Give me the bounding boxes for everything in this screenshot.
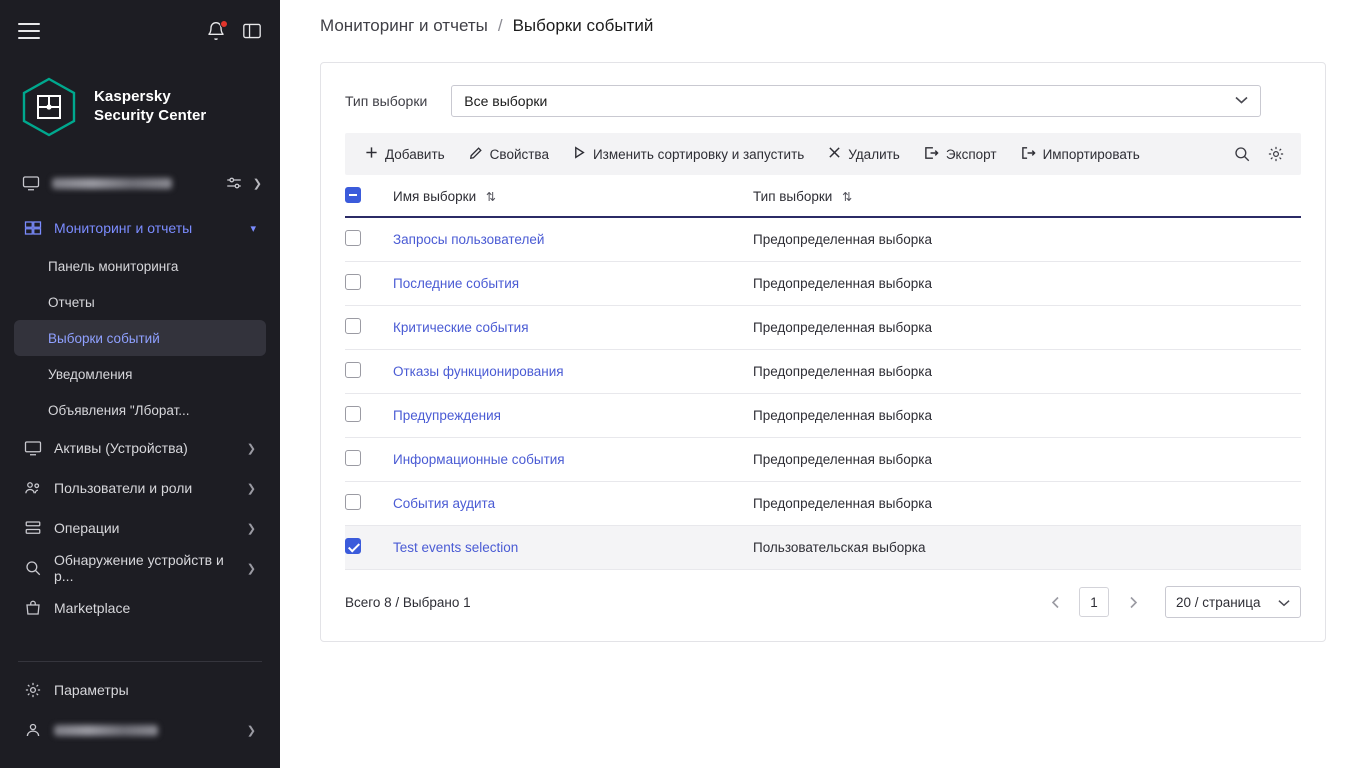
table-head	[345, 175, 1301, 217]
brand	[0, 62, 280, 160]
gear-icon	[24, 681, 42, 699]
export-button-label: Экспорт	[945, 146, 997, 162]
filter-row	[321, 63, 1325, 133]
selection-link[interactable]: Критические события	[393, 320, 529, 335]
selections-table	[345, 175, 1301, 570]
pencil-icon	[469, 146, 483, 163]
sidebar-bottom	[0, 649, 280, 768]
chevron-right-icon[interactable]	[1119, 588, 1147, 616]
select-all-checkbox[interactable]	[345, 187, 361, 203]
selection-type-value: Все выборки	[464, 93, 548, 109]
export-icon	[924, 146, 939, 163]
export-button[interactable]	[914, 139, 1007, 169]
users-icon	[24, 479, 42, 497]
account-name-masked	[52, 178, 172, 189]
table-row[interactable]	[345, 482, 1301, 526]
row-type-cell: Предопределенная выборка	[753, 438, 1301, 482]
sidebar-subitem-label: Объявления "Лборат...	[48, 402, 190, 418]
row-type-cell: Пользовательская выборка	[753, 526, 1301, 570]
row-name-cell	[393, 262, 753, 306]
change-sort-and-run-label: Изменить сортировку и запустить	[592, 146, 805, 162]
row-checkbox[interactable]	[345, 230, 361, 246]
chevron-down-icon	[1235, 95, 1248, 107]
row-type-cell: Предопределенная выборка	[753, 262, 1301, 306]
table-row[interactable]	[345, 306, 1301, 350]
chevron-right-icon[interactable]: ❯	[246, 562, 256, 575]
notification-badge	[220, 20, 228, 28]
chevron-right-icon[interactable]: ❯	[246, 442, 256, 455]
main-content	[280, 0, 1366, 768]
table-row[interactable]	[345, 217, 1301, 262]
row-name-cell	[393, 394, 753, 438]
device-icon	[24, 439, 42, 457]
table-row[interactable]	[345, 438, 1301, 482]
add-button-label: Добавить	[385, 146, 445, 162]
column-header-type-label: Тип выборки	[753, 189, 833, 204]
sidebar-item-label: Мониторинг и отчеты	[54, 220, 193, 236]
chevron-right-icon[interactable]: ❯	[246, 522, 256, 535]
sidebar-subitem-announcements[interactable]	[14, 392, 266, 428]
server-icon	[22, 174, 40, 192]
row-name-cell	[393, 306, 753, 350]
sidebar-item-label: Активы (Устройства)	[54, 440, 188, 456]
selection-link[interactable]: События аудита	[393, 496, 496, 511]
import-button-label: Импортировать	[1042, 146, 1140, 162]
breadcrumb-separator: /	[497, 16, 503, 35]
row-checkbox[interactable]	[345, 450, 361, 466]
row-checkbox-cell	[345, 217, 393, 262]
change-sort-and-run-button[interactable]	[563, 139, 814, 169]
breadcrumb-parent[interactable]: Мониторинг и отчеты	[320, 16, 488, 35]
selection-link[interactable]: Отказы функционирования	[393, 364, 564, 379]
sidebar-nav	[0, 208, 280, 628]
panel-layout-icon[interactable]	[242, 22, 262, 40]
table-row[interactable]	[345, 350, 1301, 394]
sidebar-item-label: Параметры	[54, 682, 129, 698]
chevron-down-icon[interactable]: ▾	[250, 222, 256, 235]
row-type-cell: Предопределенная выборка	[753, 482, 1301, 526]
close-icon	[828, 146, 841, 162]
breadcrumb	[280, 0, 1366, 50]
import-icon	[1021, 146, 1036, 163]
toolbar	[345, 133, 1301, 175]
row-checkbox-cell	[345, 526, 393, 570]
sidebar-topbar	[0, 0, 280, 62]
properties-button-label: Свойства	[489, 146, 549, 162]
table-header-row	[345, 175, 1301, 217]
row-checkbox-cell	[345, 438, 393, 482]
row-name-cell	[393, 482, 753, 526]
table-row[interactable]	[345, 526, 1301, 570]
row-checkbox-cell	[345, 262, 393, 306]
table-row[interactable]	[345, 262, 1301, 306]
user-icon	[24, 721, 42, 739]
sliders-icon[interactable]	[225, 174, 243, 192]
selection-link[interactable]: Предупреждения	[393, 408, 501, 423]
sidebar-item-label: Операции	[54, 520, 120, 536]
sidebar-subitem-reports[interactable]	[14, 284, 266, 320]
selection-link[interactable]: Test events selection	[393, 540, 519, 555]
sidebar-item-users-roles[interactable]	[14, 468, 266, 508]
table-wrapper	[321, 175, 1325, 570]
chevron-right-icon[interactable]: ❯	[252, 177, 262, 190]
select-all-cell	[345, 175, 393, 217]
chevron-right-icon[interactable]: ❯	[246, 482, 256, 495]
monitoring-icon	[24, 219, 42, 237]
row-name-cell	[393, 350, 753, 394]
table-body	[345, 217, 1301, 570]
sort-updown-icon[interactable]: ⇅	[842, 190, 853, 204]
row-type-cell: Предопределенная выборка	[753, 394, 1301, 438]
selection-type-select[interactable]	[451, 85, 1261, 117]
page-number-1[interactable]: 1	[1079, 587, 1109, 617]
brand-line-1: Kaspersky	[94, 88, 171, 106]
chevron-left-icon[interactable]	[1041, 588, 1069, 616]
sidebar-item-marketplace[interactable]	[14, 588, 266, 628]
row-checkbox-cell	[345, 350, 393, 394]
row-checkbox[interactable]	[345, 274, 361, 290]
pagination	[1041, 586, 1301, 618]
sidebar-divider	[18, 661, 262, 662]
bell-icon[interactable]	[206, 21, 226, 41]
sidebar-account[interactable]	[0, 164, 280, 202]
sidebar-item-assets[interactable]	[14, 428, 266, 468]
delete-button[interactable]	[818, 139, 910, 169]
sidebar-subitem-label: Отчеты	[48, 294, 95, 310]
column-header-name[interactable]	[393, 175, 753, 217]
delete-button-label: Удалить	[848, 146, 900, 162]
kaspersky-logo-icon	[18, 76, 80, 138]
row-type-cell: Предопределенная выборка	[753, 350, 1301, 394]
content-card	[320, 62, 1326, 642]
sidebar-item-label: Пользователи и роли	[54, 480, 193, 496]
page-size-value: 20 / страница	[1176, 594, 1261, 610]
sidebar-subitem-notifications[interactable]	[14, 356, 266, 392]
import-button[interactable]	[1011, 139, 1150, 169]
gear-icon[interactable]	[1261, 139, 1291, 169]
column-header-name-label: Имя выборки	[393, 189, 477, 204]
sidebar-subitem-event-selections[interactable]	[14, 320, 266, 356]
properties-button[interactable]	[459, 139, 559, 169]
sidebar-item-label: Обнаружение устройств и р...	[54, 552, 224, 584]
table-footer	[321, 570, 1325, 618]
sidebar-item-user-account[interactable]	[14, 710, 266, 750]
page-title: Выборки событий	[512, 16, 654, 35]
row-name-cell	[393, 526, 753, 570]
operations-icon	[24, 519, 42, 537]
row-checkbox[interactable]	[345, 538, 361, 554]
filter-label: Тип выборки	[345, 93, 428, 109]
sidebar-item-label: Marketplace	[54, 600, 131, 616]
row-checkbox-cell	[345, 306, 393, 350]
row-checkbox[interactable]	[345, 318, 361, 334]
sidebar	[0, 0, 280, 768]
sidebar-subitem-label: Уведомления	[48, 366, 133, 382]
row-name-cell	[393, 217, 753, 262]
total-selected-text: Всего 8 / Выбрано 1	[345, 594, 471, 610]
bag-icon	[24, 599, 42, 617]
search-icon[interactable]	[1227, 139, 1257, 169]
row-type-cell: Предопределенная выборка	[753, 306, 1301, 350]
sidebar-item-monitoring[interactable]	[14, 208, 266, 248]
row-checkbox-cell	[345, 482, 393, 526]
chevron-down-icon	[1278, 595, 1290, 610]
sidebar-item-operations[interactable]	[14, 508, 266, 548]
row-type-cell: Предопределенная выборка	[753, 217, 1301, 262]
brand-line-2: Security Center	[94, 107, 207, 124]
table-row[interactable]	[345, 394, 1301, 438]
row-checkbox-cell	[345, 394, 393, 438]
selection-link[interactable]: Запросы пользователей	[393, 232, 545, 247]
play-icon	[573, 146, 586, 162]
user-account-masked	[54, 725, 158, 736]
row-checkbox[interactable]	[345, 494, 361, 510]
hamburger-icon[interactable]	[18, 23, 40, 39]
column-header-type[interactable]	[753, 175, 1301, 217]
sidebar-item-settings[interactable]	[14, 670, 266, 710]
page-size-select[interactable]	[1165, 586, 1301, 618]
row-name-cell	[393, 438, 753, 482]
sort-updown-icon[interactable]: ⇅	[485, 190, 496, 204]
selection-link[interactable]: Информационные события	[393, 452, 565, 467]
sidebar-subitem-label: Выборки событий	[48, 330, 160, 346]
selection-link[interactable]: Последние события	[393, 276, 520, 291]
sidebar-subitem-dashboard[interactable]	[14, 248, 266, 284]
row-checkbox[interactable]	[345, 406, 361, 422]
row-checkbox[interactable]	[345, 362, 361, 378]
brand-text	[94, 88, 206, 126]
sidebar-subitem-label: Панель мониторинга	[48, 258, 179, 274]
search-icon	[24, 559, 42, 577]
add-button[interactable]	[355, 139, 455, 169]
chevron-right-icon[interactable]: ❯	[246, 724, 256, 737]
plus-icon	[365, 146, 378, 162]
sidebar-item-device-discovery[interactable]	[14, 548, 266, 588]
